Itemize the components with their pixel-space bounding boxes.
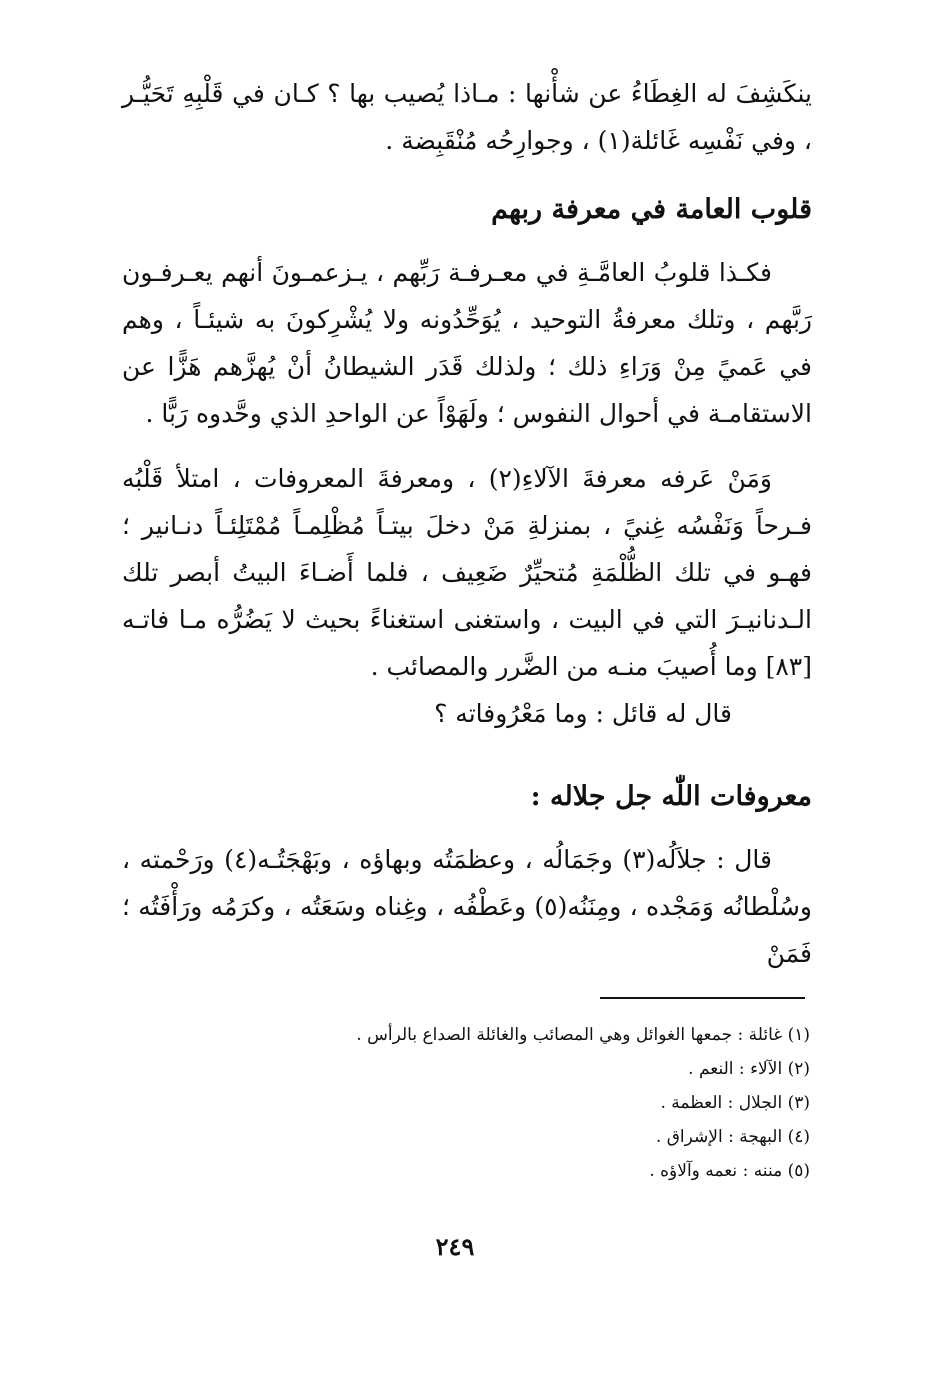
paragraph-continuation: ينكَشِفَ له الغِطَاءُ عن شأْنها : مـاذا يُصيب بها ؟ كـان في قَلْبِهِ تَحَيُّـر ، وفي نَفْسِه غَائلة(١) ، وجوارِحُه مُنْقَبِضة . <box>122 79 812 155</box>
footnote-5: (٥) مننه : نعمه وآلاؤه . <box>649 1161 810 1181</box>
paragraph-knowing-blessings: وَمَنْ عَرفه معرفةَ الآلاءِ(٢) ، ومعرفةَ المعروفات ، امتلأ قَلْبُه فـرحاً وَنَفْسُه غِنيً ، بمنزلةِ مَنْ دخلَ بيتـاً مُظْلِمـاً مُمْتَلِئـاً دنـانير ؛ فهـو في تلك الظُّلْمَةِ مُتحيِّرٌ ضَعِيف ، فلما أَضـاءَ البيتُ أبصر تلك الـدنانيـرَ التي في البيت ، واستغنى استغناءً بحيث لا يَضُرُّه مـا فاتـه [٨٣] وما أُصيبَ منـه من الضَّرر والمصائب . <box>122 464 812 681</box>
section-heading-common-hearts: قلوب العامة في معرفة ربهم <box>491 194 812 225</box>
footnote-separator <box>600 997 805 999</box>
question-line: قال له قائل : وما مَعْرُوفاته ؟ <box>434 699 732 728</box>
paragraph-divine-attributes: قال : جلاَلُه(٣) وجَمَالُه ، وعظمَتُه وبهاؤه ، وبَهْجَتُـه(٤) ورَحْمته ، وسُلْطانُه وَمَجْده ، ومِنَنُه(٥) وعَطْفُه ، وغِناه وسَعَتُه ، وكرَمُه ورَأْفَتُه ؛ فَمَنْ <box>122 845 812 968</box>
section-heading-divine-attributes: معروفات اللّٰه جل جلاله : <box>530 781 812 812</box>
footnotes <box>220 1018 810 1188</box>
paragraph-common-hearts: فكـذا قلوبُ العامَّـةِ في معـرفـة رَبِّهم ، يـزعمـونَ أنهم يعـرفـون رَبَّهم ، وتلك معرفةُ التوحيد ، يُوَحِّدُونه ولا يُشْرِكونَ به شيئـاً ، وهم في عَميً مِنْ وَرَاءِ ذلك ؛ ولذلك قَدَر الشيطانُ أنْ يُهزَّهم هَزًّا عن الاستقامـة في أحوال النفوس ؛ ولَهَوْاً عن الواحدِ الذي وحَّدوه رَبًّا . <box>122 258 812 428</box>
page-body <box>122 70 812 977</box>
page-number: ٢٤٩ <box>435 1232 475 1261</box>
footnote-1: (١) غائلة : جمعها الغوائل وهي المصائب والغائلة الصداع بالرأس . <box>356 1025 810 1045</box>
footnote-4: (٤) البهجة : الإشراق . <box>655 1127 810 1147</box>
footnote-2: (٢) الآلاء : النعم . <box>688 1059 810 1079</box>
footnote-3: (٣) الجلال : العظمة . <box>660 1093 810 1113</box>
